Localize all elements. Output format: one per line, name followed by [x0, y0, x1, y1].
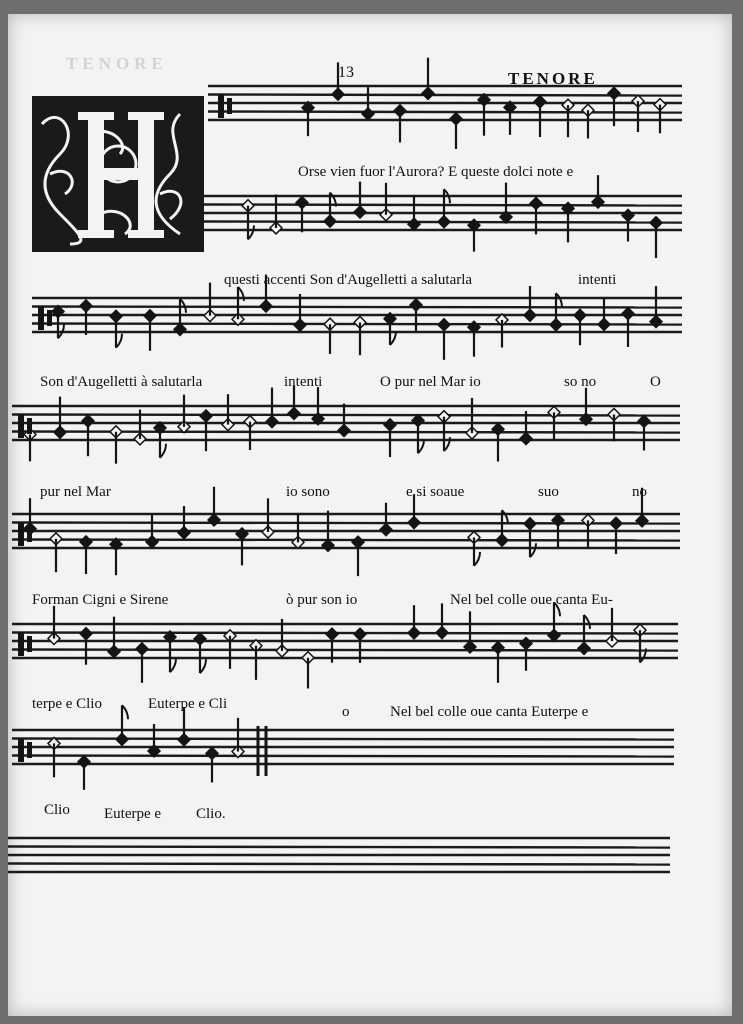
staff-line: [12, 756, 674, 757]
music-page: [8, 14, 732, 1016]
page-number: 13: [338, 64, 354, 81]
lyric: questi accenti Son d'Augelletti a salutarla: [224, 272, 473, 288]
clef-icon: [27, 526, 32, 542]
staff-line: [8, 847, 670, 848]
staff-line: [12, 540, 680, 541]
clef-icon: [18, 632, 24, 656]
staff-line: [12, 415, 680, 416]
clef-icon: [227, 98, 232, 114]
lyric: Nel bel colle oue canta Euterpe e: [390, 704, 589, 720]
staff-line: [32, 307, 682, 308]
clef-icon: [27, 636, 32, 652]
lyric: Clio: [44, 802, 70, 818]
lyric: e si soaue: [406, 484, 465, 500]
lyric: intenti: [284, 374, 323, 390]
lyric: Orse vien fuor l'Aurora? E queste dolci note e: [298, 164, 574, 180]
lyric: terpe e Clio: [32, 696, 102, 712]
clef-icon: [47, 310, 52, 326]
lyric: pur nel Mar: [40, 484, 111, 500]
staff-line: [12, 523, 680, 524]
lyric: o: [342, 704, 350, 720]
lyric: io sono: [286, 484, 330, 500]
lyric: Euterpe e Cli: [148, 696, 228, 712]
staff-line: [208, 112, 682, 113]
lyric: Son d'Augelletti à salutarla: [40, 374, 203, 390]
clef-icon: [18, 414, 24, 438]
lyric: ò pur son io: [286, 592, 358, 608]
lyric: Forman Cigni e Sirene: [32, 592, 169, 608]
clef-icon: [27, 418, 32, 434]
clef-icon: [18, 522, 24, 546]
lyric: so no: [564, 374, 597, 390]
staff-line: [12, 633, 678, 634]
lyric: Euterpe e: [104, 806, 162, 822]
lyric: suo: [538, 484, 559, 500]
clef-icon: [18, 738, 24, 762]
clef-icon: [218, 94, 224, 118]
lyric: Clio.: [196, 806, 226, 822]
staff-line: [12, 739, 674, 740]
lyric: O: [650, 374, 661, 390]
clef-icon: [27, 742, 32, 758]
part-title: TENORE: [508, 69, 598, 88]
lyric: no: [632, 484, 647, 500]
initial-letter: H: [30, 94, 31, 95]
staff-line: [8, 864, 670, 865]
lyric: Nel bel colle oue canta Eu-: [450, 592, 613, 608]
lyric: O pur nel Mar io: [380, 374, 481, 390]
bleed-through-text: TENORE: [66, 54, 168, 73]
clef-icon: [38, 306, 44, 330]
lyric: intenti: [578, 272, 617, 288]
